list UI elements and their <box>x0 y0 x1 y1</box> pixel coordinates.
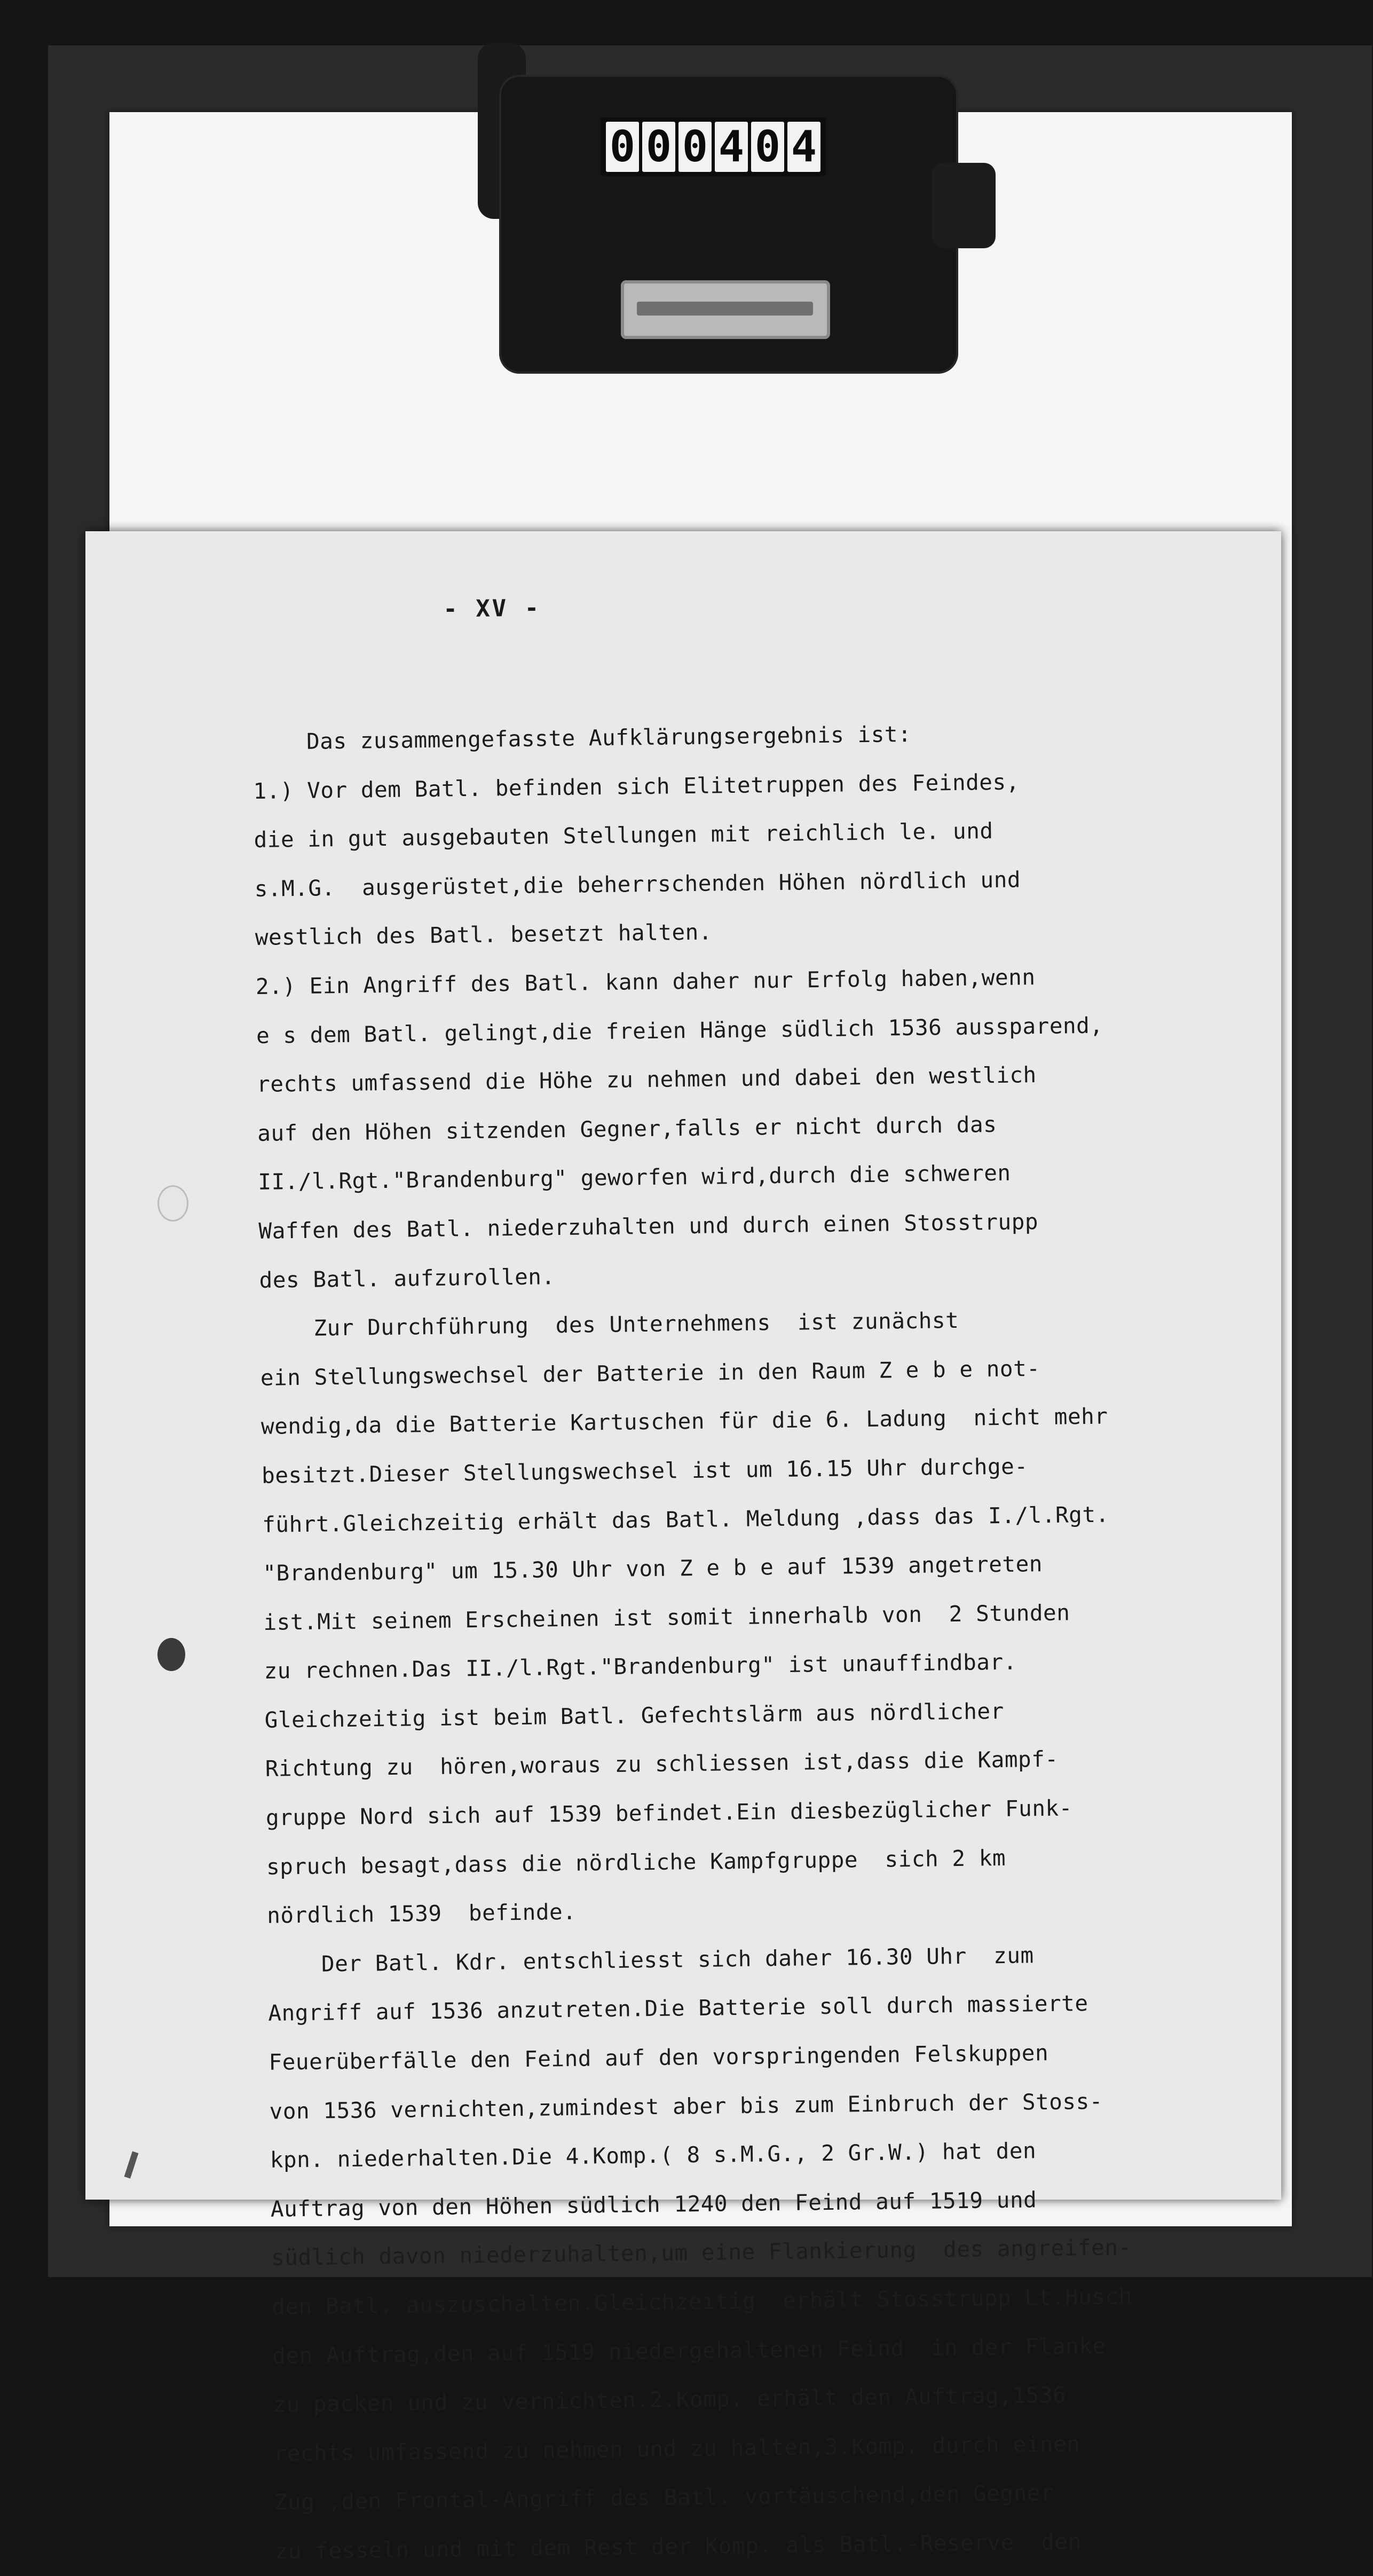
text-line: Zur Durchführung des Unternehmens ist zunächst <box>259 1307 959 1342</box>
punch-hole <box>157 1185 188 1222</box>
body-text <box>252 706 1279 2576</box>
text-line: nördlich 1539 befinde. <box>266 1898 577 1929</box>
text-line: Auftrag von den Höhen südlich 1240 den Feind auf 1519 und <box>270 2187 1037 2222</box>
text-line: des Batl. aufzurollen. <box>259 1263 555 1293</box>
text-line: 1.) Vor dem Batl. befinden sich Elitetruppen des Feindes, <box>253 769 1020 804</box>
text-line: den Auftrag,den auf 1519 niedergehaltenen Feind in der Flanke <box>272 2333 1106 2369</box>
text-line: rechts umfassend die Höhe zu nehmen und dabei den westlich <box>256 1062 1037 1098</box>
counter-digit: 0 <box>751 122 784 172</box>
counter-digit: 0 <box>642 122 675 172</box>
text-line: zu rechnen.Das II./l.Rgt."Brandenburg" ist unauffindbar. <box>264 1649 1017 1684</box>
text-line: die in gut ausgebauten Stellungen mit reichlich le. und <box>254 818 993 853</box>
text-line: zu fesseln und mit dem Rest der Komp. als Batl.-Reserve den <box>274 2528 1082 2564</box>
punch-hole <box>157 1638 185 1671</box>
text-line: wendig,da die Batterie Kartuschen für die 6. Ladung nicht mehr <box>261 1403 1108 1440</box>
counter-digits <box>601 117 826 176</box>
text-line: Der Batl. Kdr. entschliesst sich daher 16.30 Uhr zum <box>267 1942 1034 1978</box>
text-line: "Brandenburg" um 15.30 Uhr von Z e b e auf 1539 angetreten <box>263 1551 1043 1586</box>
text-line: 2.) Ein Angriff des Batl. kann daher nur Erfolg haben,wenn <box>255 964 1036 999</box>
text-line: ein Stellungswechsel der Batterie in den Raum Z e b e not- <box>260 1355 1040 1391</box>
text-line: rechts umfassend zu nehmen und zu halten,3.Komp. durch einen <box>273 2431 1080 2467</box>
text-line: Gleichzeitig ist beim Batl. Gefechtslärm aus nördlicher <box>264 1698 1004 1733</box>
text-line: Das zusammengefasste Aufklärungsergebnis ist: <box>252 721 912 755</box>
text-line: westlich des Batl. besetzt halten. <box>255 919 713 951</box>
text-line: kpn. niederhalten.Die 4.Komp.( 8 s.M.G., 2 Gr.W.) hat den <box>270 2138 1037 2173</box>
text-line: Zug ,den Frontal-Angriff des Batl. vortäuschend,den Gegner <box>274 2480 1054 2516</box>
frame-counter-device <box>494 64 996 374</box>
nameplate-slot <box>637 302 813 316</box>
text-line: s.M.G. ausgerüstet,die beherrschenden Höhen nördlich und <box>254 866 1021 902</box>
text-line: von 1536 vernichten,zumindest aber bis zum Einbruch der Stoss- <box>269 2088 1103 2124</box>
page-number: - XV - <box>443 594 541 623</box>
text-line: Angriff auf 1536 anzutreten.Die Batterie soll durch massierte <box>268 1990 1088 2027</box>
counter-digit: 4 <box>715 122 748 172</box>
text-line: auf den Höhen sitzenden Gegner,falls er nicht durch das <box>257 1111 997 1146</box>
counter-digit: 0 <box>606 122 639 172</box>
text-line: spruch besagt,dass die nördliche Kampfgruppe sich 2 km <box>266 1845 1006 1880</box>
text-line: zu packen und zu vernichten.2.Komp. erhält den Auftrag,1536 <box>273 2382 1067 2417</box>
text-line: Waffen des Batl. niederzuhalten und durch einen Stosstrupp <box>258 1209 1039 1244</box>
text-line: Richtung zu hören,woraus zu schliessen ist,dass die Kampf- <box>265 1746 1059 1782</box>
text-line: II./l.Rgt."Brandenburg" geworfen wird,durch die schweren <box>258 1160 1011 1195</box>
text-line: den Batl. auszuschalten.Gleichzeitig erhält Stosstrupp Lt.Husch <box>271 2283 1133 2320</box>
counter-digit: 0 <box>678 122 712 172</box>
text-line: gruppe Nord sich auf 1539 befindet.Ein diesbezüglicher Funk- <box>265 1795 1073 1831</box>
counter-digit: 4 <box>787 122 820 172</box>
text-line: Feuerüberfälle den Feind auf den vorspringenden Felskuppen <box>269 2039 1049 2075</box>
text-line: ist.Mit seinem Erscheinen ist somit innerhalb von 2 Stunden <box>263 1600 1070 1635</box>
text-line: südlich davon niederzuhalten,um eine Flankierung des angreifen- <box>271 2234 1132 2271</box>
text-line: führt.Gleichzeitig erhält das Batl. Meldung ,dass das I./l.Rgt. <box>262 1501 1109 1538</box>
text-line: besitzt.Dieser Stellungswechsel ist um 16.15 Uhr durchge- <box>261 1453 1028 1488</box>
text-line: e s dem Batl. gelingt,die freien Hänge südlich 1536 aussparend, <box>256 1012 1103 1049</box>
counter-nameplate <box>621 280 830 339</box>
counter-knob <box>932 163 996 248</box>
